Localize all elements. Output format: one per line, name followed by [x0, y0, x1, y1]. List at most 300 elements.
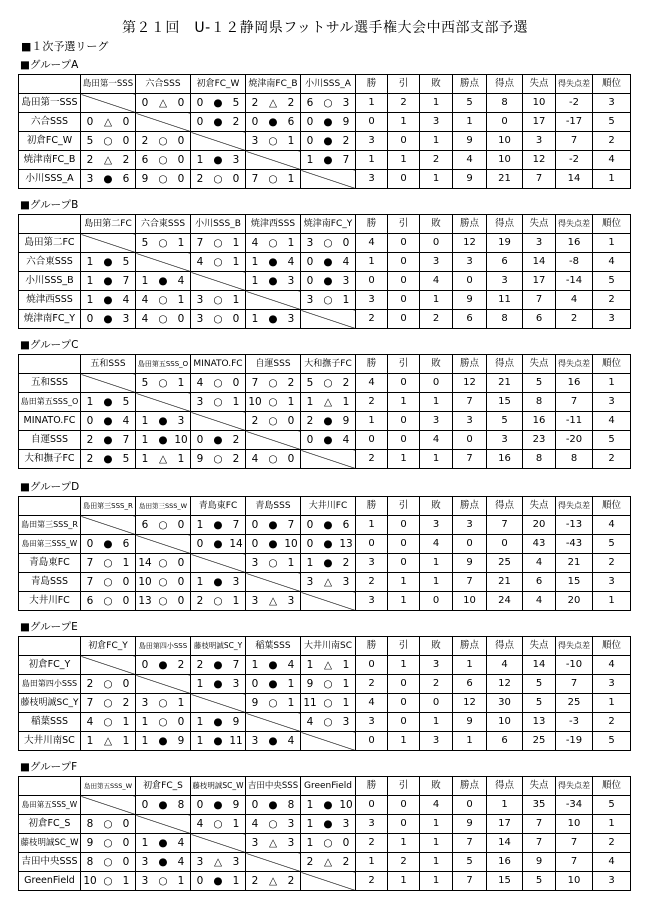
match-score	[301, 253, 355, 271]
score-against: 0	[177, 313, 185, 325]
score-against: 6	[342, 519, 350, 531]
score-against: 3	[287, 275, 295, 287]
score-for: 4	[306, 716, 314, 728]
stat-value: 3	[453, 412, 487, 431]
team-name-cell	[19, 310, 81, 329]
match-result	[246, 374, 301, 393]
stat-header-label: 得失点差	[558, 641, 590, 650]
team-header-label: 島田第三SSS_W	[138, 502, 188, 510]
stat-header	[420, 497, 453, 516]
match-result	[246, 592, 301, 611]
score-for: 0	[251, 116, 259, 128]
match-score	[191, 713, 245, 731]
match-result	[301, 272, 356, 291]
match-result	[191, 732, 246, 751]
self-match-cell	[246, 713, 301, 732]
score-against: 0	[177, 576, 185, 588]
result-mark: ○	[158, 237, 168, 249]
stat-header	[593, 215, 631, 234]
stat-value: 10	[453, 592, 487, 611]
match-score	[81, 393, 135, 411]
score-against: 5	[232, 97, 240, 109]
score-for: 1	[141, 735, 149, 747]
team-header-label: 藤枝明誠SC_W	[192, 781, 244, 790]
stat-header-label: 得点	[494, 78, 514, 89]
stat-value: 0	[388, 412, 420, 431]
stat-header	[453, 75, 487, 94]
match-result	[136, 834, 191, 853]
score-against: 1	[287, 237, 295, 249]
match-result	[191, 450, 246, 469]
team-name: 大和撫子FC	[24, 453, 75, 464]
result-mark: △	[158, 97, 168, 109]
score-for: 3	[141, 697, 149, 709]
stat-value: 5	[523, 374, 556, 393]
match-result	[191, 393, 246, 412]
match-result	[246, 170, 301, 189]
match-result	[191, 151, 246, 170]
stat-value: 0	[453, 535, 487, 554]
stat-value: 1	[593, 694, 631, 713]
score-against: 0	[122, 818, 130, 830]
stat-value: 3	[593, 573, 631, 592]
stat-value: 3	[593, 94, 631, 113]
team-header-label: 小川SSS_A	[305, 79, 351, 89]
match-score	[191, 234, 245, 252]
match-score	[301, 234, 355, 252]
match-result	[136, 272, 191, 291]
score-against: 1	[232, 237, 240, 249]
match-result	[81, 412, 136, 431]
score-against: 7	[122, 275, 130, 287]
stat-header-label: 勝	[366, 218, 377, 229]
stat-value: 3	[420, 113, 453, 132]
match-score	[301, 516, 355, 534]
team-header	[246, 637, 301, 656]
team-name-cell	[19, 592, 81, 611]
stat-header	[593, 75, 631, 94]
match-result	[191, 113, 246, 132]
score-for: 2	[251, 875, 259, 887]
result-mark: ●	[268, 116, 278, 128]
stat-header	[523, 215, 556, 234]
score-against: 8	[177, 799, 185, 811]
match-score	[301, 535, 355, 553]
result-mark: ●	[213, 116, 223, 128]
score-for: 7	[251, 173, 259, 185]
team-name-cell	[19, 113, 81, 132]
stat-value: 0	[420, 374, 453, 393]
match-score	[136, 450, 190, 468]
stat-value: 24	[487, 592, 523, 611]
match-result	[81, 732, 136, 751]
stat-value: 3	[453, 253, 487, 272]
match-result	[301, 393, 356, 412]
match-score	[246, 94, 300, 112]
stat-header	[593, 637, 631, 656]
team-header	[301, 215, 356, 234]
result-mark: ●	[268, 313, 278, 325]
match-score	[136, 374, 190, 392]
group-label: ■グループA	[20, 59, 79, 71]
score-for: 14	[138, 557, 152, 569]
group-label: ■グループE	[20, 621, 78, 633]
match-score	[81, 592, 135, 610]
score-against: 0	[177, 173, 185, 185]
stat-value: 7	[523, 834, 556, 853]
result-mark: ●	[213, 576, 223, 588]
team-header	[191, 497, 246, 516]
match-result	[191, 374, 246, 393]
team-header	[301, 777, 356, 796]
result-mark: ●	[158, 659, 168, 671]
match-result	[246, 310, 301, 329]
stat-header-label: 勝	[366, 358, 377, 369]
match-result	[191, 291, 246, 310]
result-mark: ○	[323, 678, 333, 690]
match-score	[81, 170, 135, 188]
match-score	[301, 132, 355, 150]
result-mark: ○	[103, 576, 113, 588]
stat-value: 9	[453, 132, 487, 151]
match-score	[136, 694, 190, 712]
score-for: 3	[306, 294, 314, 306]
stat-value: 9	[453, 554, 487, 573]
score-against: 1	[122, 875, 130, 887]
match-score	[81, 450, 135, 468]
team-header-label: 初倉FC_W	[196, 79, 240, 89]
stat-header-label: 失点	[529, 780, 549, 791]
stat-value: 6	[487, 253, 523, 272]
match-score	[81, 151, 135, 169]
self-match-cell	[81, 516, 136, 535]
match-result	[136, 412, 191, 431]
match-result	[246, 815, 301, 834]
result-mark: △	[158, 453, 168, 465]
corner-cell	[19, 355, 81, 374]
result-mark: ●	[158, 275, 168, 287]
match-score	[246, 834, 300, 852]
stat-value: 3	[356, 815, 388, 834]
group-block	[18, 478, 630, 611]
table-row	[19, 516, 631, 535]
score-for: 3	[251, 735, 259, 747]
match-result	[81, 872, 136, 891]
match-score	[246, 393, 300, 411]
table-row	[19, 713, 631, 732]
stat-header	[487, 777, 523, 796]
match-result	[136, 234, 191, 253]
result-mark: ●	[213, 97, 223, 109]
table-row	[19, 872, 631, 891]
stat-value: 1	[593, 374, 631, 393]
score-against: 4	[287, 735, 295, 747]
result-mark: ○	[323, 237, 333, 249]
score-against: 3	[342, 275, 350, 287]
team-name-cell	[19, 656, 81, 675]
stat-value: 1	[593, 815, 631, 834]
stat-value: 9	[453, 713, 487, 732]
score-for: 13	[138, 595, 152, 607]
stat-header	[356, 215, 388, 234]
stat-value: 12	[453, 374, 487, 393]
team-name: MINATO.FC	[23, 415, 76, 426]
team-header-label: 島田第一SSS	[82, 79, 134, 89]
team-name-cell	[19, 412, 81, 431]
stat-value: 30	[487, 694, 523, 713]
match-result	[191, 796, 246, 815]
stat-value: 3	[420, 656, 453, 675]
team-header-label: 大和撫子FC	[304, 359, 352, 369]
stat-value: 1	[453, 113, 487, 132]
stat-value: 43	[523, 535, 556, 554]
score-against: 3	[232, 154, 240, 166]
group-label: ■グループD	[20, 481, 80, 493]
score-against: 8	[287, 799, 295, 811]
team-name: 藤枝明誠SC_Y	[20, 698, 79, 708]
match-score	[246, 656, 300, 674]
stat-value: 7	[523, 291, 556, 310]
table-row	[19, 431, 631, 450]
match-result	[81, 675, 136, 694]
match-result	[81, 310, 136, 329]
score-for: 6	[141, 154, 149, 166]
score-for: 2	[251, 97, 259, 109]
team-name: 青島SSS	[30, 576, 69, 587]
stat-value: 1	[420, 393, 453, 412]
self-match-cell	[81, 796, 136, 815]
stat-value: 2	[356, 834, 388, 853]
stat-value: 35	[523, 796, 556, 815]
match-score	[191, 291, 245, 309]
stat-value: 0	[388, 815, 420, 834]
match-result	[301, 853, 356, 872]
score-against: 3	[232, 856, 240, 868]
match-score	[246, 132, 300, 150]
result-mark: ○	[103, 818, 113, 830]
stat-value: -19	[556, 732, 593, 751]
score-against: 0	[342, 237, 350, 249]
result-mark: ○	[158, 557, 168, 569]
score-against: 1	[177, 875, 185, 887]
stat-value: 7	[556, 853, 593, 872]
team-header-label: 六合東SSS	[140, 219, 186, 229]
score-against: 0	[232, 313, 240, 325]
score-against: 6	[122, 173, 130, 185]
stat-value: 1	[593, 592, 631, 611]
score-against: 1	[287, 396, 295, 408]
score-against: 0	[122, 595, 130, 607]
stat-header	[523, 777, 556, 796]
score-for: 3	[306, 576, 314, 588]
result-mark: ○	[158, 313, 168, 325]
team-name-cell	[19, 675, 81, 694]
match-result	[301, 573, 356, 592]
match-score	[81, 573, 135, 591]
stat-header-label: 勝	[366, 640, 377, 651]
stat-value: 5	[593, 431, 631, 450]
match-score	[191, 431, 245, 449]
stat-value: 3	[420, 412, 453, 431]
stat-value: 4	[593, 253, 631, 272]
stat-header	[420, 215, 453, 234]
self-match-cell	[246, 151, 301, 170]
team-name-cell	[19, 374, 81, 393]
score-for: 3	[251, 135, 259, 147]
score-for: 4	[196, 818, 204, 830]
score-against: 1	[177, 697, 185, 709]
score-against: 4	[342, 434, 350, 446]
stat-header-label: 得点	[494, 218, 514, 229]
score-for: 5	[141, 237, 149, 249]
group-block	[18, 56, 630, 189]
match-result	[81, 151, 136, 170]
score-for: 2	[86, 154, 94, 166]
stat-header	[487, 497, 523, 516]
result-mark: ●	[103, 313, 113, 325]
score-against: 2	[287, 377, 295, 389]
match-result	[246, 253, 301, 272]
self-match-cell	[191, 272, 246, 291]
team-header-label: 焼津南FC_Y	[303, 219, 353, 229]
match-score	[301, 94, 355, 112]
match-score	[136, 94, 190, 112]
stat-value: -14	[556, 272, 593, 291]
result-mark: ●	[268, 799, 278, 811]
score-for: 11	[303, 697, 317, 709]
result-mark: ○	[213, 294, 223, 306]
self-match-cell	[81, 234, 136, 253]
match-score	[81, 113, 135, 131]
team-header-label: 島田第二FC	[84, 219, 132, 229]
team-name: 初倉FC_S	[28, 818, 71, 829]
stat-value: 5	[593, 796, 631, 815]
stat-value: 0	[388, 675, 420, 694]
score-for: 2	[196, 659, 204, 671]
result-mark: ●	[323, 799, 333, 811]
match-result	[136, 656, 191, 675]
stat-value: 3	[523, 234, 556, 253]
result-mark: ○	[103, 875, 113, 887]
result-mark: ○	[213, 396, 223, 408]
match-score	[136, 656, 190, 674]
score-for: 8	[86, 856, 94, 868]
score-for: 1	[141, 434, 149, 446]
match-score	[301, 291, 355, 309]
stat-value: 13	[523, 713, 556, 732]
team-name: 島田第三SSS_R	[21, 520, 78, 529]
score-for: 2	[306, 415, 314, 427]
stat-header	[356, 355, 388, 374]
score-against: 1	[287, 678, 295, 690]
team-name: 初倉FC_Y	[28, 659, 71, 670]
stat-value: -2	[556, 151, 593, 170]
match-result	[136, 554, 191, 573]
result-mark: ●	[158, 735, 168, 747]
stat-value: 5	[487, 412, 523, 431]
match-result	[81, 694, 136, 713]
score-for: 1	[306, 818, 314, 830]
stat-value: 0	[356, 732, 388, 751]
result-mark: ○	[158, 135, 168, 147]
stat-value: 8	[523, 393, 556, 412]
match-result	[81, 393, 136, 412]
stat-value: 1	[388, 450, 420, 469]
stat-value: 7	[523, 815, 556, 834]
score-for: 2	[141, 135, 149, 147]
stat-value: 4	[356, 694, 388, 713]
match-result	[301, 94, 356, 113]
match-result	[136, 151, 191, 170]
stat-value: 4	[356, 234, 388, 253]
stat-value: 3	[487, 431, 523, 450]
self-match-cell	[246, 431, 301, 450]
match-result	[246, 94, 301, 113]
team-header-label: 青島東FC	[198, 501, 238, 511]
result-mark: ○	[268, 173, 278, 185]
stat-header-label: 順位	[601, 358, 621, 369]
result-mark: ●	[103, 256, 113, 268]
team-header-label: 小川SSS_B	[195, 219, 241, 229]
result-mark: ●	[268, 659, 278, 671]
result-mark: ●	[103, 173, 113, 185]
stat-header	[556, 637, 593, 656]
score-against: 2	[342, 377, 350, 389]
match-result	[191, 713, 246, 732]
stat-value: 0	[388, 713, 420, 732]
score-against: 1	[122, 735, 130, 747]
team-header	[246, 497, 301, 516]
score-for: 2	[86, 678, 94, 690]
stat-value: 0	[356, 113, 388, 132]
stat-value: 2	[356, 573, 388, 592]
stat-header-label: 順位	[601, 780, 621, 791]
result-mark: ●	[158, 856, 168, 868]
stat-value: 4	[487, 656, 523, 675]
score-for: 0	[306, 116, 314, 128]
stat-value: 5	[523, 675, 556, 694]
score-against: 5	[122, 256, 130, 268]
table-row	[19, 291, 631, 310]
result-mark: ●	[103, 453, 113, 465]
match-score	[246, 170, 300, 188]
score-for: 9	[196, 453, 204, 465]
score-against: 9	[232, 716, 240, 728]
stat-value: 16	[523, 412, 556, 431]
score-against: 1	[122, 557, 130, 569]
team-header-label: 島田第四小SSS	[138, 642, 188, 650]
stat-value: 9	[523, 853, 556, 872]
stat-value: 3	[356, 592, 388, 611]
group-label: ■グループC	[20, 339, 79, 351]
team-name-cell	[19, 132, 81, 151]
score-against: 7	[232, 519, 240, 531]
stat-value: 7	[523, 170, 556, 189]
stat-value: 1	[388, 393, 420, 412]
result-mark: ○	[158, 154, 168, 166]
stat-header-label: 勝	[366, 78, 377, 89]
team-name: 焼津南FC_Y	[23, 313, 76, 324]
result-mark: ●	[213, 799, 223, 811]
score-for: 0	[196, 875, 204, 887]
result-mark: ●	[268, 256, 278, 268]
stat-value: 1	[388, 592, 420, 611]
stat-value: 17	[523, 113, 556, 132]
stat-value: 2	[593, 713, 631, 732]
stat-header	[556, 75, 593, 94]
stat-value: -2	[556, 94, 593, 113]
match-score	[301, 834, 355, 852]
